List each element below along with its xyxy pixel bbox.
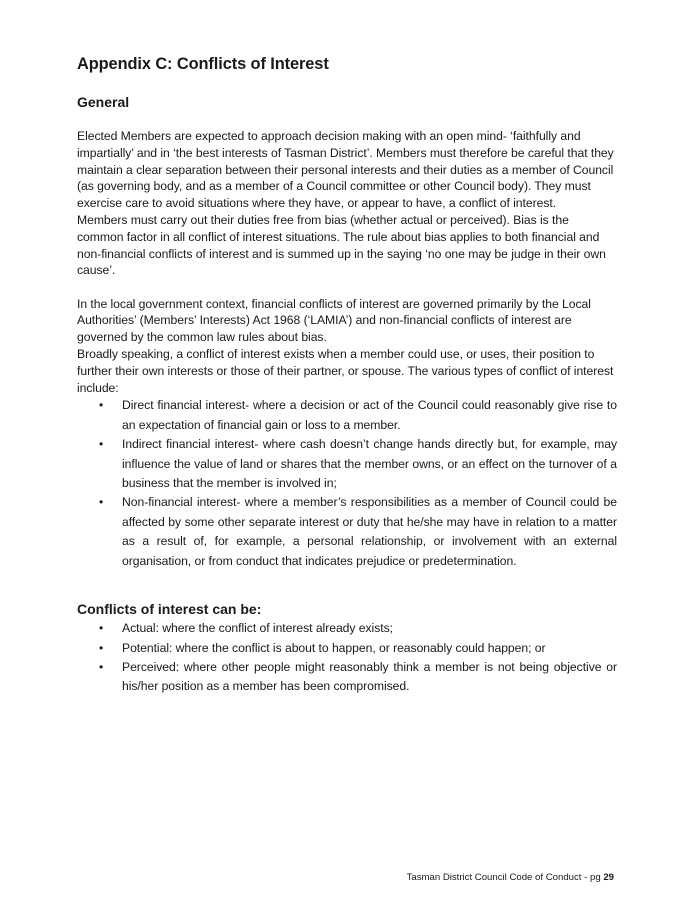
page-footer — [407, 871, 614, 885]
page-title: Appendix C: Conflicts of Interest — [77, 55, 329, 73]
bullet-icon: • — [99, 437, 104, 452]
list-item — [77, 658, 617, 697]
bullet-icon: • — [99, 659, 104, 674]
paragraph-lamia: In the local government context, financial conflicts of interest are governed primarily by the Local Authorities’ (Members’ Interests) Act 1968 (‘LAMIA’) and non-financial conflicts of interest are governed by the common law rules about bias. — [77, 296, 591, 345]
list-item — [77, 639, 617, 658]
paragraph-bias: Members must carry out their duties free from bias (whether actual or perceived). Bias is the common factor in all conflict of interest situations. The rule about bias applies to both financial and non-financial conflicts of interest and is summed up in the saying ‘no one may be judge in their own cause’. — [77, 212, 606, 278]
bullet-icon: • — [99, 398, 104, 413]
list-item-text: Indirect financial interest- where cash doesn’t change hands directly but, for example, may influence the value of land or shares that the member owns, or an effect on the turnover of a business that the member is involved in; — [122, 437, 617, 491]
list-item — [77, 493, 617, 571]
list-item — [77, 396, 617, 435]
conflict-kinds-list — [77, 619, 617, 697]
bullet-icon: • — [99, 640, 104, 655]
list-item — [77, 619, 617, 638]
list-item-text: Perceived: where other people might reasonably think a member is not being objective or his/her position as a member has been compromised. — [122, 659, 617, 694]
section-heading-conflicts-can-be: Conflicts of interest can be: — [77, 601, 262, 618]
document-page — [77, 52, 617, 697]
conflict-types-list — [77, 396, 617, 571]
paragraph-open-mind: Elected Members are expected to approach decision making with an open mind- ‘faithfully and impartially’ and in ‘the best interests of Tasman District’. Members must therefore be careful that they maintain a clear separation between their personal interests and their duties as a member of Council (as governing body, and as a member of a Council committee or other Council body). They must exercise care to avoid situations where they have, or appear to have, a conflict of interest. — [77, 129, 614, 211]
bullet-icon: • — [99, 621, 104, 636]
section-heading-general: General — [77, 94, 130, 110]
list-item-text: Non-financial interest- where a member’s responsibilities as a member of Council could be affected by some other separate interest or duty that he/she may have in relation to a matter as a result of, for example, a personal relationship, or involvement with an external organisation, or from conduct that indicates prejudice or predetermination. — [122, 495, 617, 568]
paragraph-broadly-speaking: Broadly speaking, a conflict of interest exists when a member could use, or uses, their position to further their own interests or those of their partner, or spouse. The various types of conflict of interest include: — [77, 347, 614, 395]
list-item-text: Direct financial interest- where a decision or act of the Council could reasonably give rise to an expectation of financial gain or loss to a member. — [122, 398, 617, 432]
page-number: 29 — [603, 872, 614, 883]
bullet-icon: • — [99, 495, 104, 510]
list-item — [77, 435, 617, 493]
footer-text: Tasman District Council Code of Conduct - pg — [406, 872, 604, 883]
list-item-text: Potential: where the conflict is about to happen, or reasonably could happen; or — [122, 640, 546, 655]
list-item-text: Actual: where the conflict of interest already exists; — [122, 621, 393, 636]
